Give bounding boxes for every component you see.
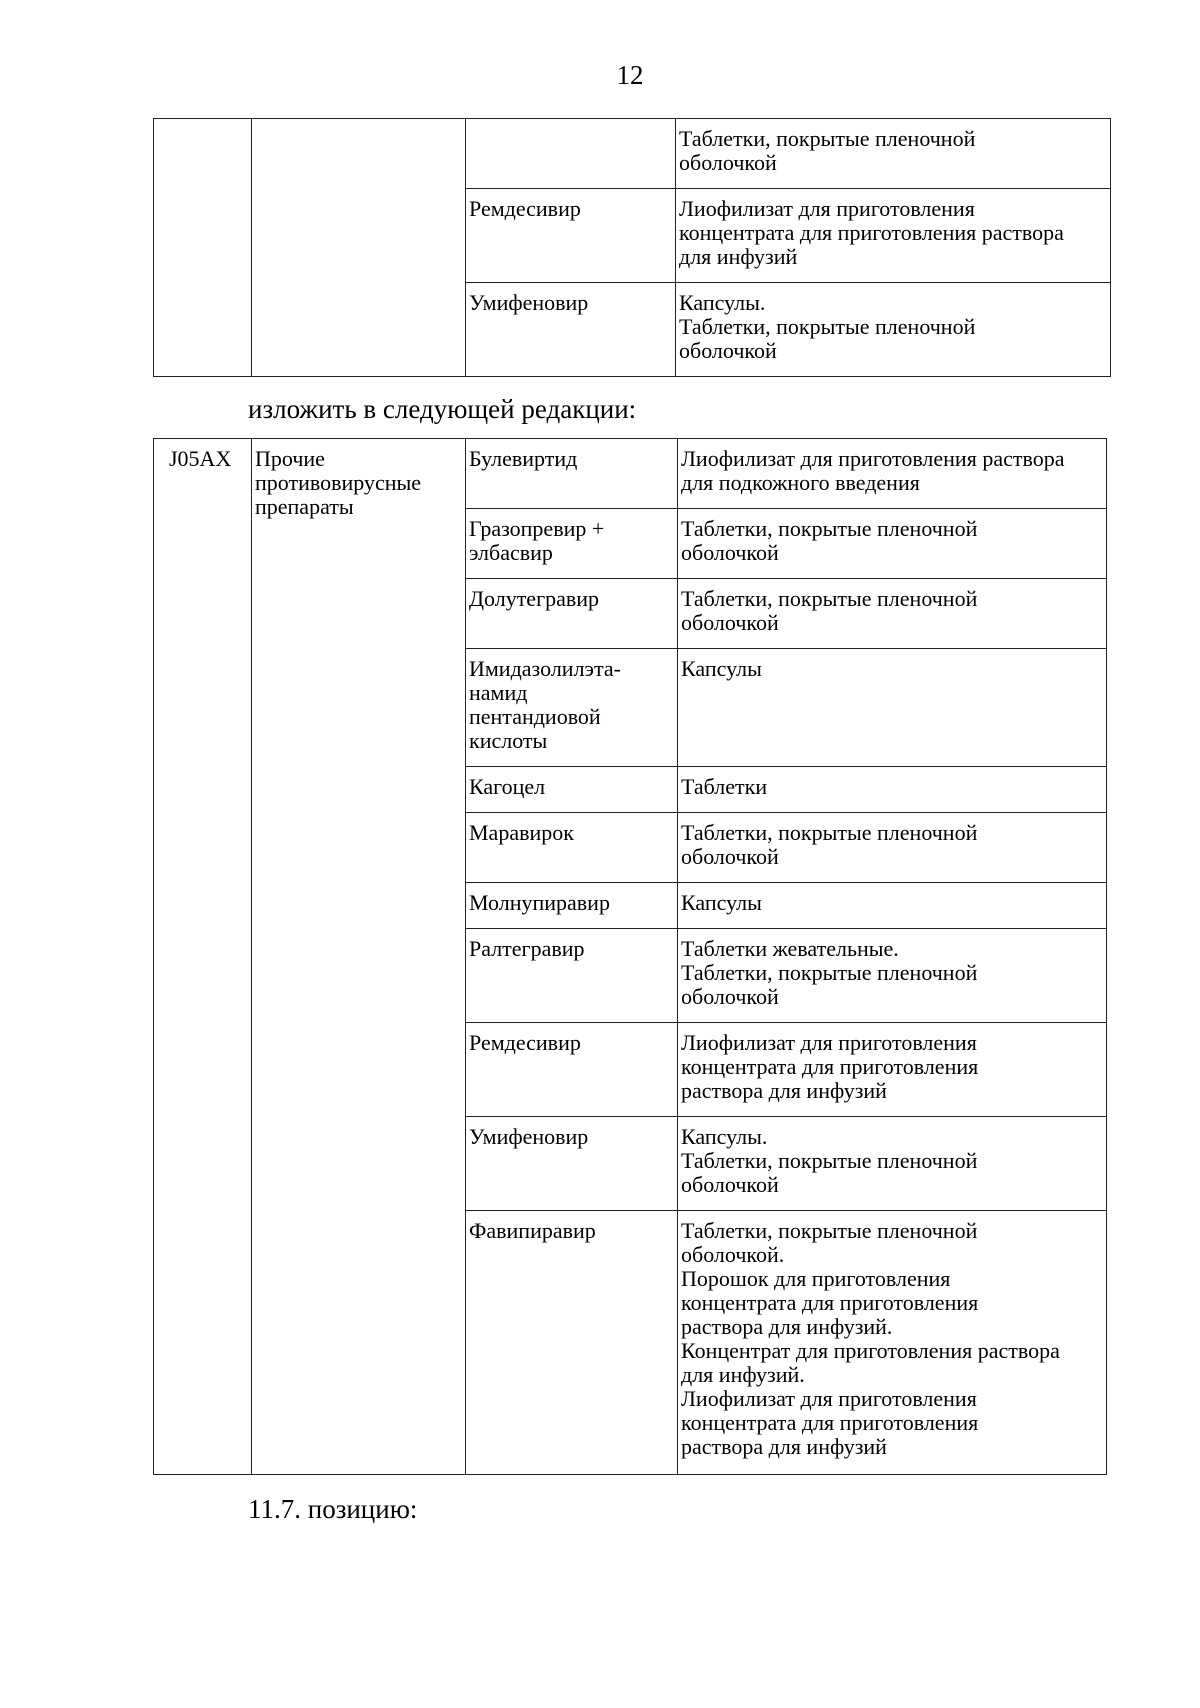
group-name-line: препараты — [255, 494, 354, 519]
instruction-text: 11.7. позицию: — [248, 1494, 418, 1524]
dosage-form-line: Таблетки, покрытые пленочной — [681, 1218, 978, 1243]
dosage-form-line: раствора для инфузий — [681, 1434, 887, 1459]
dosage-form-line: концентрата для приготовления — [681, 1410, 979, 1435]
drug-name-line: Ралтегравир — [469, 936, 585, 961]
drug-name-cell — [466, 579, 678, 649]
drug-name-line: Долутегравир — [469, 586, 600, 611]
dosage-form-line: Таблетки, покрытые пленочной — [679, 314, 976, 339]
drug-name-line: Имидазолилэта- — [469, 656, 621, 681]
drug-name-line: Ремдесивир — [469, 1030, 581, 1055]
drug-name-cell — [466, 767, 678, 813]
dosage-form-cell — [678, 509, 1107, 579]
drug-name-line: пентандиовой — [469, 704, 601, 729]
group-cell-empty — [252, 119, 466, 377]
drug-name-cell — [466, 813, 678, 883]
drug-name-cell — [466, 929, 678, 1023]
dosage-form-cell — [678, 1211, 1107, 1475]
drug-name-line: Кагоцел — [469, 774, 546, 799]
dosage-form-line: Капсулы — [681, 890, 762, 915]
drug-name-line: намид — [469, 680, 528, 705]
dosage-form-line: Лиофилизат для приготовления раствора — [681, 446, 1065, 471]
dosage-form-line: Таблетки, покрытые пленочной — [681, 1148, 978, 1173]
dosage-form-cell — [678, 1023, 1107, 1117]
drug-name-cell — [466, 283, 676, 377]
group-name-cell — [252, 439, 466, 1475]
dosage-form-cell — [678, 649, 1107, 767]
dosage-form-line: оболочкой — [679, 338, 777, 363]
dosage-form-line: концентрата для приготовления раствора — [679, 220, 1064, 245]
dosage-form-line: Таблетки — [681, 774, 768, 799]
dosage-form-line: оболочкой — [681, 1172, 779, 1197]
dosage-form-cell — [678, 1117, 1107, 1211]
dosage-form-line: Таблетки, покрытые пленочной — [681, 586, 978, 611]
dosage-form-cell — [676, 189, 1111, 283]
drug-name: Ремдесивир — [469, 196, 581, 221]
dosage-form-line: Таблетки жевательные. — [681, 936, 899, 961]
dosage-form-line: Капсулы. — [679, 290, 766, 315]
group-name-line: Прочие — [255, 446, 325, 471]
drug-name-cell — [466, 509, 678, 579]
dosage-form-cell — [676, 119, 1111, 189]
drug-name-cell — [466, 119, 676, 189]
drug-name-cell — [466, 1117, 678, 1211]
drug-name-line: Молнупиравир — [469, 890, 610, 915]
drug-name-line: Маравирок — [469, 820, 574, 845]
dosage-form-line: оболочкой — [681, 844, 779, 869]
dosage-form-cell — [676, 283, 1111, 377]
drug-name-line: Гразопревир + — [469, 516, 605, 541]
dosage-form-line: Капсулы. — [681, 1124, 768, 1149]
table-row — [154, 119, 1111, 189]
dosage-form-cell — [678, 439, 1107, 509]
table-row — [154, 439, 1107, 509]
dosage-form-line: Концентрат для приготовления раствора — [681, 1338, 1060, 1363]
dosage-form-line: оболочкой — [679, 150, 777, 175]
new-edition-table — [153, 438, 1107, 1475]
dosage-form-cell — [678, 929, 1107, 1023]
dosage-form-cell — [678, 767, 1107, 813]
continuation-table — [153, 118, 1111, 377]
drug-name-line: Фавипиравир — [469, 1218, 596, 1243]
atc-code: J05AX — [169, 446, 232, 471]
dosage-form-line: раствора для инфузий. — [681, 1314, 893, 1339]
dosage-form-line: Таблетки, покрытые пленочной — [681, 960, 978, 985]
dosage-form-line: Лиофилизат для приготовления — [679, 196, 975, 221]
dosage-form-cell — [678, 579, 1107, 649]
dosage-form-line: для подкожного введения — [681, 470, 920, 495]
dosage-form-cell — [678, 813, 1107, 883]
drug-name: Умифеновир — [469, 290, 589, 315]
drug-name-line: элбасвир — [469, 540, 553, 565]
dosage-form-line: оболочкой — [681, 984, 779, 1009]
page-number: 12 — [616, 60, 644, 90]
atc-code-cell — [154, 439, 252, 1475]
dosage-form-line: Капсулы — [681, 656, 762, 681]
drug-name-cell — [466, 883, 678, 929]
dosage-form-line: оболочкой — [681, 610, 779, 635]
dosage-form-line: Таблетки, покрытые пленочной — [681, 516, 978, 541]
dosage-form-line: для инфузий. — [681, 1362, 805, 1387]
dosage-form-line: для инфузий — [679, 244, 798, 269]
dosage-form-cell — [678, 883, 1107, 929]
dosage-form-line: оболочкой. — [681, 1242, 785, 1267]
dosage-form-line: оболочкой — [681, 540, 779, 565]
dosage-form-line: раствора для инфузий — [681, 1078, 887, 1103]
drug-name-cell — [466, 649, 678, 767]
drug-name-line: Булевиртид — [469, 446, 578, 471]
dosage-form-line: Таблетки, покрытые пленочной — [681, 820, 978, 845]
drug-name-cell — [466, 189, 676, 283]
dosage-form-line: концентрата для приготовления — [681, 1290, 979, 1315]
dosage-form-line: концентрата для приготовления — [681, 1054, 979, 1079]
instruction-text: изложить в следующей редакции: — [248, 394, 637, 424]
drug-name-cell — [466, 439, 678, 509]
drug-name-cell — [466, 1023, 678, 1117]
drug-name-cell — [466, 1211, 678, 1475]
group-name-line: противовирусные — [255, 470, 422, 495]
dosage-form-line: Порошок для приготовления — [681, 1266, 951, 1291]
code-cell-empty — [154, 119, 252, 377]
drug-name-line: кислоты — [469, 728, 548, 753]
dosage-form-line: Лиофилизат для приготовления — [681, 1030, 977, 1055]
dosage-form-line: Лиофилизат для приготовления — [681, 1386, 977, 1411]
dosage-form-line: Таблетки, покрытые пленочной — [679, 126, 976, 151]
drug-name-line: Умифеновир — [469, 1124, 589, 1149]
